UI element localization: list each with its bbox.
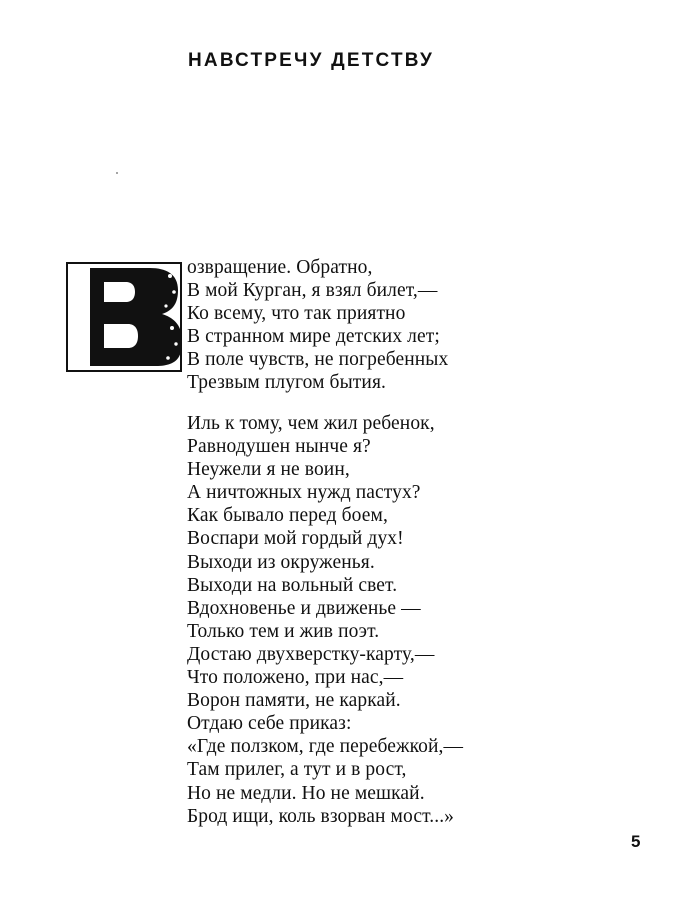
poem-line: Что положено, при нас,— xyxy=(187,667,404,689)
poem-line: Выходи на вольный свет. xyxy=(187,574,398,596)
poem-line: Как бывало перед боем, xyxy=(187,505,388,527)
poem-line: Достаю двухверстку-карту,— xyxy=(187,643,435,665)
page-number: 5 xyxy=(631,832,641,851)
print-speck xyxy=(116,172,118,174)
poem-line: Там прилег, а тут и в рост, xyxy=(187,759,407,781)
poem-line: В поле чувств, не погребенных xyxy=(187,349,449,371)
poem-line: Ворон памяти, не каркай. xyxy=(187,690,401,712)
poem-line: озвращение. Обратно, xyxy=(187,257,373,278)
poem-line: А ничтожных нужд пастух? xyxy=(187,482,421,504)
poem-line: Иль к тому, чем жил ребенок, xyxy=(187,413,435,434)
poem-line: Выходи из окруженья. xyxy=(187,551,375,573)
stanza-2 xyxy=(187,412,463,828)
poem-line: Отдаю себе приказ: xyxy=(187,713,352,735)
poem-line: «Где ползком, где перебежкой,— xyxy=(187,736,464,758)
poem-line: Неужели я не воин, xyxy=(187,459,350,481)
poem-line: Вдохновенье и движенье — xyxy=(187,597,421,619)
page-title: НАВСТРЕЧУ ДЕТСТВУ xyxy=(188,50,434,71)
poem-line: Равнодушен нынче я? xyxy=(187,436,371,458)
poem-line: В мой Курган, я взял билет,— xyxy=(187,280,438,302)
poem-line: Брод ищи, коль взорван мост...» xyxy=(187,805,455,827)
stanza-1 xyxy=(187,256,448,395)
poem-line: Только тем и жив поэт. xyxy=(187,620,380,642)
drop-cap-letter xyxy=(66,262,182,372)
poem-line: Трезвым плугом бытия. xyxy=(187,372,386,394)
poem-line: Но не медли. Но не мешкай. xyxy=(187,782,425,804)
poem-line: Ко всему, что так приятно xyxy=(187,303,406,325)
poem-line: В странном мире детских лет; xyxy=(187,326,440,348)
poem-line: Воспари мой гордый дух! xyxy=(187,528,404,550)
